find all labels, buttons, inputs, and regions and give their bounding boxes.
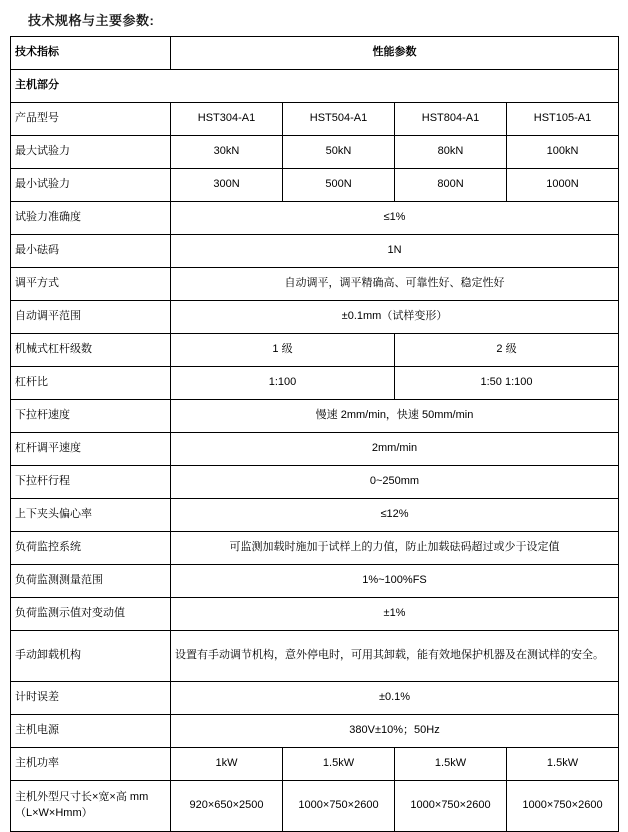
section-title-cell: 主机部分 (11, 70, 619, 103)
row-value: 800N (395, 169, 507, 202)
table-row (11, 598, 619, 631)
table-row (11, 334, 619, 367)
table-row (11, 301, 619, 334)
row-label: 负荷监测测量范围 (11, 565, 171, 598)
table-row (11, 499, 619, 532)
table-row (11, 268, 619, 301)
table-row (11, 682, 619, 715)
row-value: ±0.1% (171, 682, 619, 715)
row-value: 1:100 (171, 367, 395, 400)
row-label: 产品型号 (11, 103, 171, 136)
row-value: 1000×750×2600 (395, 781, 507, 832)
row-value: 可监测加载时施加于试样上的力值，防止加载砝码超过或少于设定值 (171, 532, 619, 565)
row-value: 2 级 (395, 334, 619, 367)
table-row (11, 169, 619, 202)
page-title: 技术规格与主要参数: (28, 13, 155, 28)
row-value: ±0.1mm（试样变形） (171, 301, 619, 334)
row-label: 下拉杆速度 (11, 400, 171, 433)
specifications-table (10, 36, 619, 832)
row-value: 380V±10%；50Hz (171, 715, 619, 748)
row-label: 主机电源 (11, 715, 171, 748)
row-value: 慢速 2mm/min，快速 50mm/min (171, 400, 619, 433)
row-value: ±1% (171, 598, 619, 631)
table-row (11, 631, 619, 682)
row-value: 1.5kW (395, 748, 507, 781)
row-label: 最小试验力 (11, 169, 171, 202)
row-value: ≤1% (171, 202, 619, 235)
row-value: 920×650×2500 (171, 781, 283, 832)
header-cell-parameters: 性能参数 (171, 37, 619, 70)
row-label: 主机外型尺寸长×宽×高 mm（L×W×Hmm） (11, 781, 171, 832)
row-label: 手动卸载机构 (11, 631, 171, 682)
row-label: 最大试验力 (11, 136, 171, 169)
table-row (11, 202, 619, 235)
row-label: 上下夹头偏心率 (11, 499, 171, 532)
row-value: 1:50 1:100 (395, 367, 619, 400)
row-value: 1kW (171, 748, 283, 781)
table-row-model (11, 103, 619, 136)
row-value: 500N (283, 169, 395, 202)
row-value: 1000×750×2600 (507, 781, 619, 832)
row-value: 设置有手动调节机构，意外停电时，可用其卸载，能有效地保护机器及在测试样的安全。 (171, 631, 619, 682)
table-row (11, 433, 619, 466)
table-row (11, 565, 619, 598)
row-label: 杠杆比 (11, 367, 171, 400)
model-cell: HST105-A1 (507, 103, 619, 136)
row-value: 50kN (283, 136, 395, 169)
row-value: 100kN (507, 136, 619, 169)
table-row (11, 532, 619, 565)
model-cell: HST504-A1 (283, 103, 395, 136)
row-value: 2mm/min (171, 433, 619, 466)
row-value: ≤12% (171, 499, 619, 532)
model-cell: HST304-A1 (171, 103, 283, 136)
header-cell-indicator: 技术指标 (11, 37, 171, 70)
row-value: 1.5kW (283, 748, 395, 781)
row-label: 主机功率 (11, 748, 171, 781)
row-label: 机械式杠杆级数 (11, 334, 171, 367)
row-value: 300N (171, 169, 283, 202)
row-value: 1N (171, 235, 619, 268)
table-row (11, 235, 619, 268)
row-value: 1%~100%FS (171, 565, 619, 598)
row-label: 负荷监控系统 (11, 532, 171, 565)
row-value: 1 级 (171, 334, 395, 367)
row-value: 80kN (395, 136, 507, 169)
table-row-section-title (11, 70, 619, 103)
table-row (11, 466, 619, 499)
row-value: 1.5kW (507, 748, 619, 781)
table-header-row (11, 37, 619, 70)
row-value: 1000N (507, 169, 619, 202)
row-label: 计时误差 (11, 682, 171, 715)
table-row (11, 715, 619, 748)
row-value: 30kN (171, 136, 283, 169)
table-row (11, 367, 619, 400)
row-label: 调平方式 (11, 268, 171, 301)
row-value: 自动调平，调平精确高、可靠性好、稳定性好 (171, 268, 619, 301)
table-row (11, 400, 619, 433)
table-row (11, 748, 619, 781)
table-row (11, 781, 619, 832)
row-label: 负荷监测示值对变动值 (11, 598, 171, 631)
row-label: 试验力准确度 (11, 202, 171, 235)
row-value: 1000×750×2600 (283, 781, 395, 832)
row-label: 杠杆调平速度 (11, 433, 171, 466)
model-cell: HST804-A1 (395, 103, 507, 136)
row-value: 0~250mm (171, 466, 619, 499)
row-label: 自动调平范围 (11, 301, 171, 334)
row-label: 下拉杆行程 (11, 466, 171, 499)
row-label: 最小砝码 (11, 235, 171, 268)
table-row (11, 136, 619, 169)
